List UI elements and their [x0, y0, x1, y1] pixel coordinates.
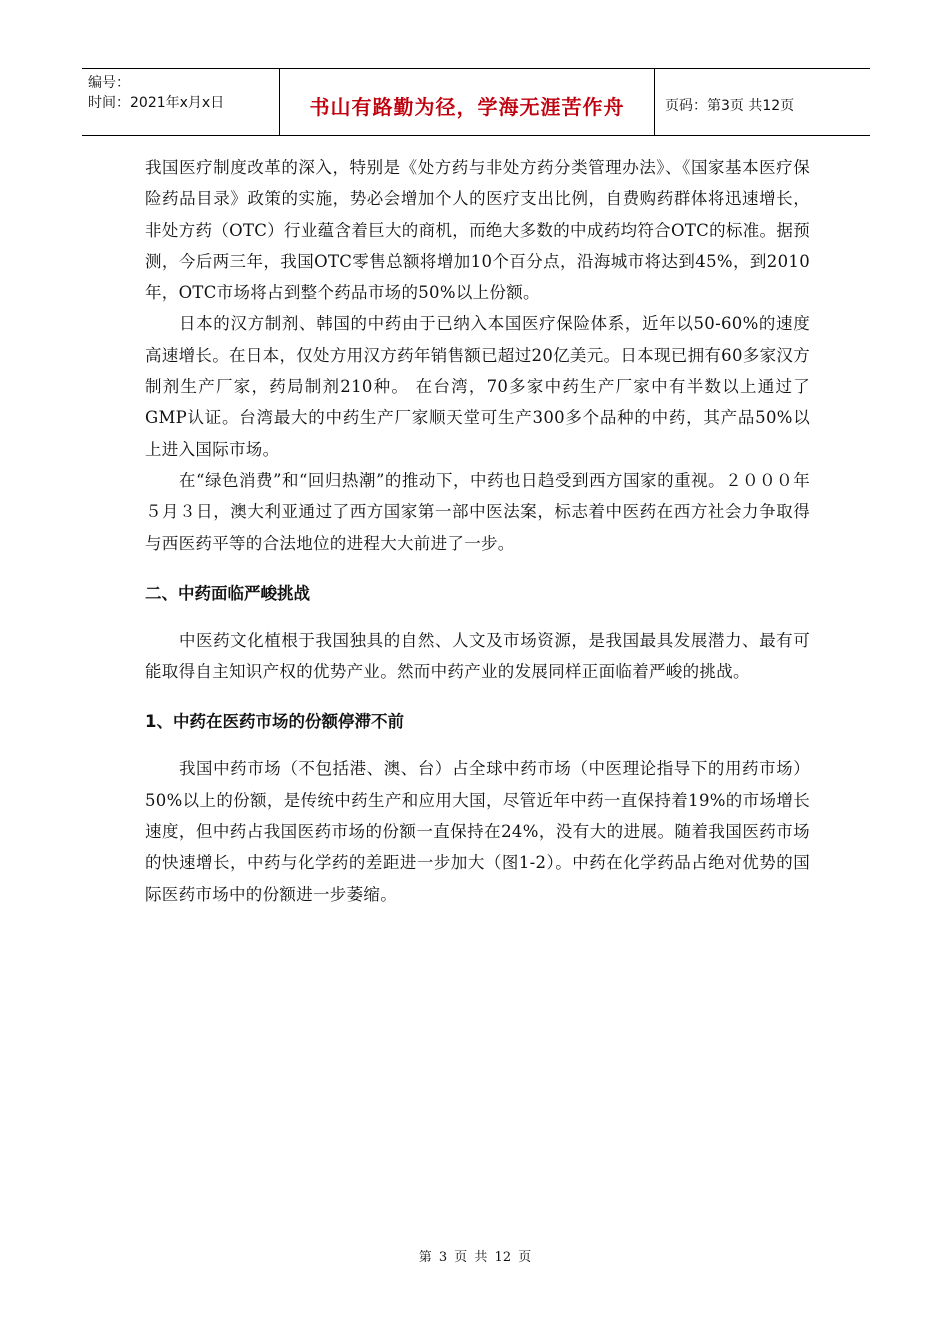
- body-paragraph-japan-korea: 日本的汉方制剂、韩国的中药由于已纳入本国医疗保险体系，近年以50-60%的速度高速增长。在日本，仅处方用汉方药年销售额已超过20亿美元。日本现已拥有60多家汉方制剂生产厂家，药局制剂210种。 在台湾，70多家中药生产厂家中有半数以上通过了GMP认证。台湾最大的中药生产厂家顺天堂可生产300多个品种的中药，其产品50%以上进入国际市场。: [145, 314, 810, 459]
- section-paragraph-challenges: 中医药文化植根于我国独具的自然、人文及市场资源，是我国最具发展潜力、最有可能取得自主知识产权的优势产业。然而中药产业的发展同样正面临着严峻的挑战。: [145, 630, 810, 682]
- header-meta: [82, 69, 280, 135]
- subsection-paragraph-market-share: 我国中药市场（不包括港、澳、台）占全球中药市场（中医理论指导下的用药市场）50%以上的份额，是传统中药生产和应用大国，尽管近年中药一直保持着19%的市场增长速度，但中药占我国医药市场的份额一直保持在24%，没有大的进展。随着我国医药市场的快速增长，中药与化学药的差距进一步加大（图1-2）。中药在化学药品占绝对优势的国际医药市场中的份额进一步萎缩。: [145, 759, 810, 904]
- body-paragraph-western: 在“绿色消费”和“回归热潮”的推动下，中药也日趋受到西方国家的重视。２０００年５月３日，澳大利亚通过了西方国家第一部中医法案，标志着中医药在西方社会力争取得与西医药平等的合法地位的进程大大前进了一步。: [145, 470, 810, 553]
- header-motto-cell: [280, 69, 655, 135]
- subsection-heading-market-share: 1、中药在医药市场的份额停滞不前: [145, 712, 404, 732]
- document-time-label: 时间：2021年x月x日: [88, 95, 225, 111]
- header-page-code: 页码：第3页 共12页: [665, 98, 795, 114]
- header-motto: 书山有路勤为径，学海无涯苦作舟: [309, 94, 625, 119]
- page-footer: 第 3 页 共 12 页: [418, 1250, 532, 1265]
- document-number-label: 编号：: [88, 75, 130, 91]
- document-body: [145, 152, 810, 910]
- section-heading-challenges: 二、中药面临严峻挑战: [145, 583, 310, 603]
- body-paragraph-otc: 我国医疗制度改革的深入，特别是《处方药与非处方药分类管理办法》、《国家基本医疗保险药品目录》政策的实施，势必会增加个人的医疗支出比例，自费购药群体将迅速增长，非处方药（OTC）行业蕴含着巨大的商机，而绝大多数的中成药均符合OTC的标准。据预测，今后两三年，我国OTC零售总额将增加10个百分点，沿海城市将达到45%，到2010年，OTC市场将占到整个药品市场的50%以上份额。: [145, 158, 810, 303]
- page-header: [82, 68, 870, 136]
